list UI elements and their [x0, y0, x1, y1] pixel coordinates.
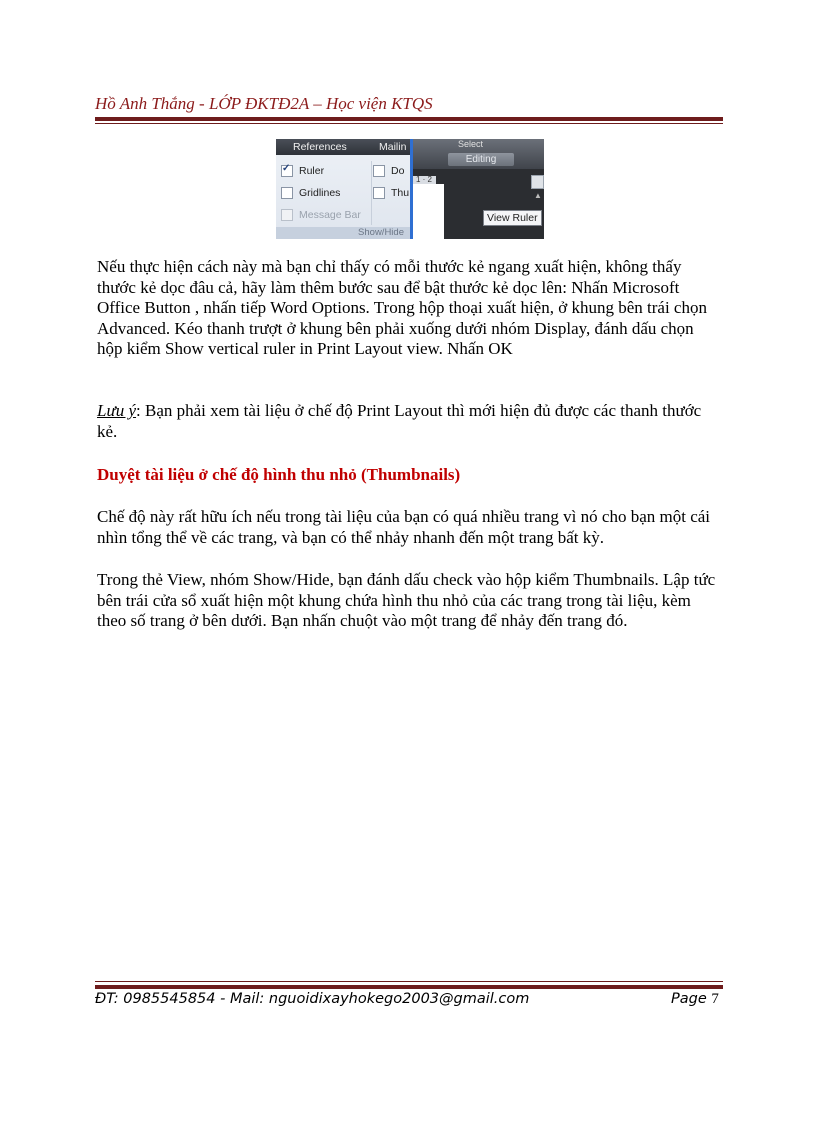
gridlines-checkbox — [281, 187, 293, 199]
message-bar-label: Message Bar — [299, 209, 361, 221]
footer-rule-thin — [95, 981, 723, 982]
view-ruler-button — [531, 175, 544, 189]
page-label: Page — [671, 991, 707, 1007]
document-map-label: Do — [391, 165, 405, 177]
note-label: Lưu ý — [97, 401, 137, 420]
gridlines-label: Gridlines — [299, 187, 341, 199]
gridlines-checkbox-row — [281, 187, 340, 199]
header-rule-thick — [95, 117, 723, 121]
message-bar-checkbox — [281, 209, 293, 221]
document-map-checkbox — [373, 165, 385, 177]
ribbon-screenshot — [276, 139, 544, 239]
document-page-preview — [413, 184, 444, 239]
tab-mailings: Mailin — [379, 141, 407, 153]
ruler-label: Ruler — [299, 165, 325, 177]
ribbon-tab-bar — [276, 139, 410, 155]
page-header — [95, 94, 723, 114]
paragraph-vertical-ruler: Nếu thực hiện cách này mà bạn chỉ thấy có mỗi thước kẻ ngang xuất hiện, không thấy thước kẻ dọc đâu cả, hãy làm thêm bước sau để bật thước kẻ dọc lên: Nhấn Microsoft Office Button , nhấn tiếp Word Options. Trong hộp thoại xuất hiện, ở khung bên trái chọn Advanced. Kéo thanh trượt ở khung bên phải xuống dưới nhóm Display, đánh dấu chọn hộp kiểm Show vertical ruler in Print Layout view. Nhấn OK — [97, 257, 707, 358]
header-rule-thin — [95, 123, 723, 124]
footer-contact: ĐT: 0985545854 - Mail: nguoidixayhokego2003@gmail.com — [95, 991, 530, 1007]
section-heading: Duyệt tài liệu ở chế độ hình thu nhỏ (Thumbnails) — [97, 465, 461, 484]
select-button: Select — [458, 139, 484, 149]
paragraph-thumbnails-intro: Chế độ này rất hữu ích nếu trong tài liệu của bạn có quá nhiều trang vì nó cho bạn một cái nhìn tổng thể về các trang, và bạn có thể nhảy nhanh đến một trang bất kỳ. — [97, 507, 711, 547]
thumbnails-checkbox — [373, 187, 385, 199]
thumbnails-checkbox-row — [373, 187, 409, 199]
message-bar-checkbox-row — [281, 209, 361, 221]
show-hide-group-label: Show/Hide — [276, 227, 410, 239]
page-number: 7 — [711, 991, 719, 1007]
editing-group-label: Editing — [448, 153, 514, 166]
document-map-checkbox-row — [373, 165, 404, 177]
scroll-up-arrow-icon: ▲ — [534, 191, 542, 200]
ruler-checkbox — [281, 165, 293, 177]
note-text: : Bạn phải xem tài liệu ở chế độ Print Layout thì mới hiện đủ được các thanh thước kẻ. — [97, 401, 702, 441]
thumbnails-label: Thu — [391, 187, 410, 199]
ruler-checkbox-row — [281, 165, 324, 177]
header-text: Hồ Anh Thắng - LỚP ĐKTĐ2A – Học viện KTQS — [95, 94, 433, 113]
view-ruler-tooltip: View Ruler — [483, 210, 542, 226]
tab-references: References — [293, 141, 347, 153]
footer-page — [671, 991, 719, 1008]
paragraph-thumbnails-steps: Trong thẻ View, nhóm Show/Hide, bạn đánh dấu check vào hộp kiểm Thumbnails. Lập tức bên trái cửa sổ xuất hiện một khung chứa hình thu nhỏ của các trang trong tài liệu, kèm theo số trang ở bên dưới. Bạn nhấn chuột vào một trang để nhảy đến trang đó. — [97, 570, 716, 630]
horizontal-ruler: 1 · 2 — [413, 176, 436, 184]
ribbon-divider — [371, 161, 372, 225]
footer-rule-thick — [95, 985, 723, 989]
paragraph-note — [97, 401, 723, 442]
